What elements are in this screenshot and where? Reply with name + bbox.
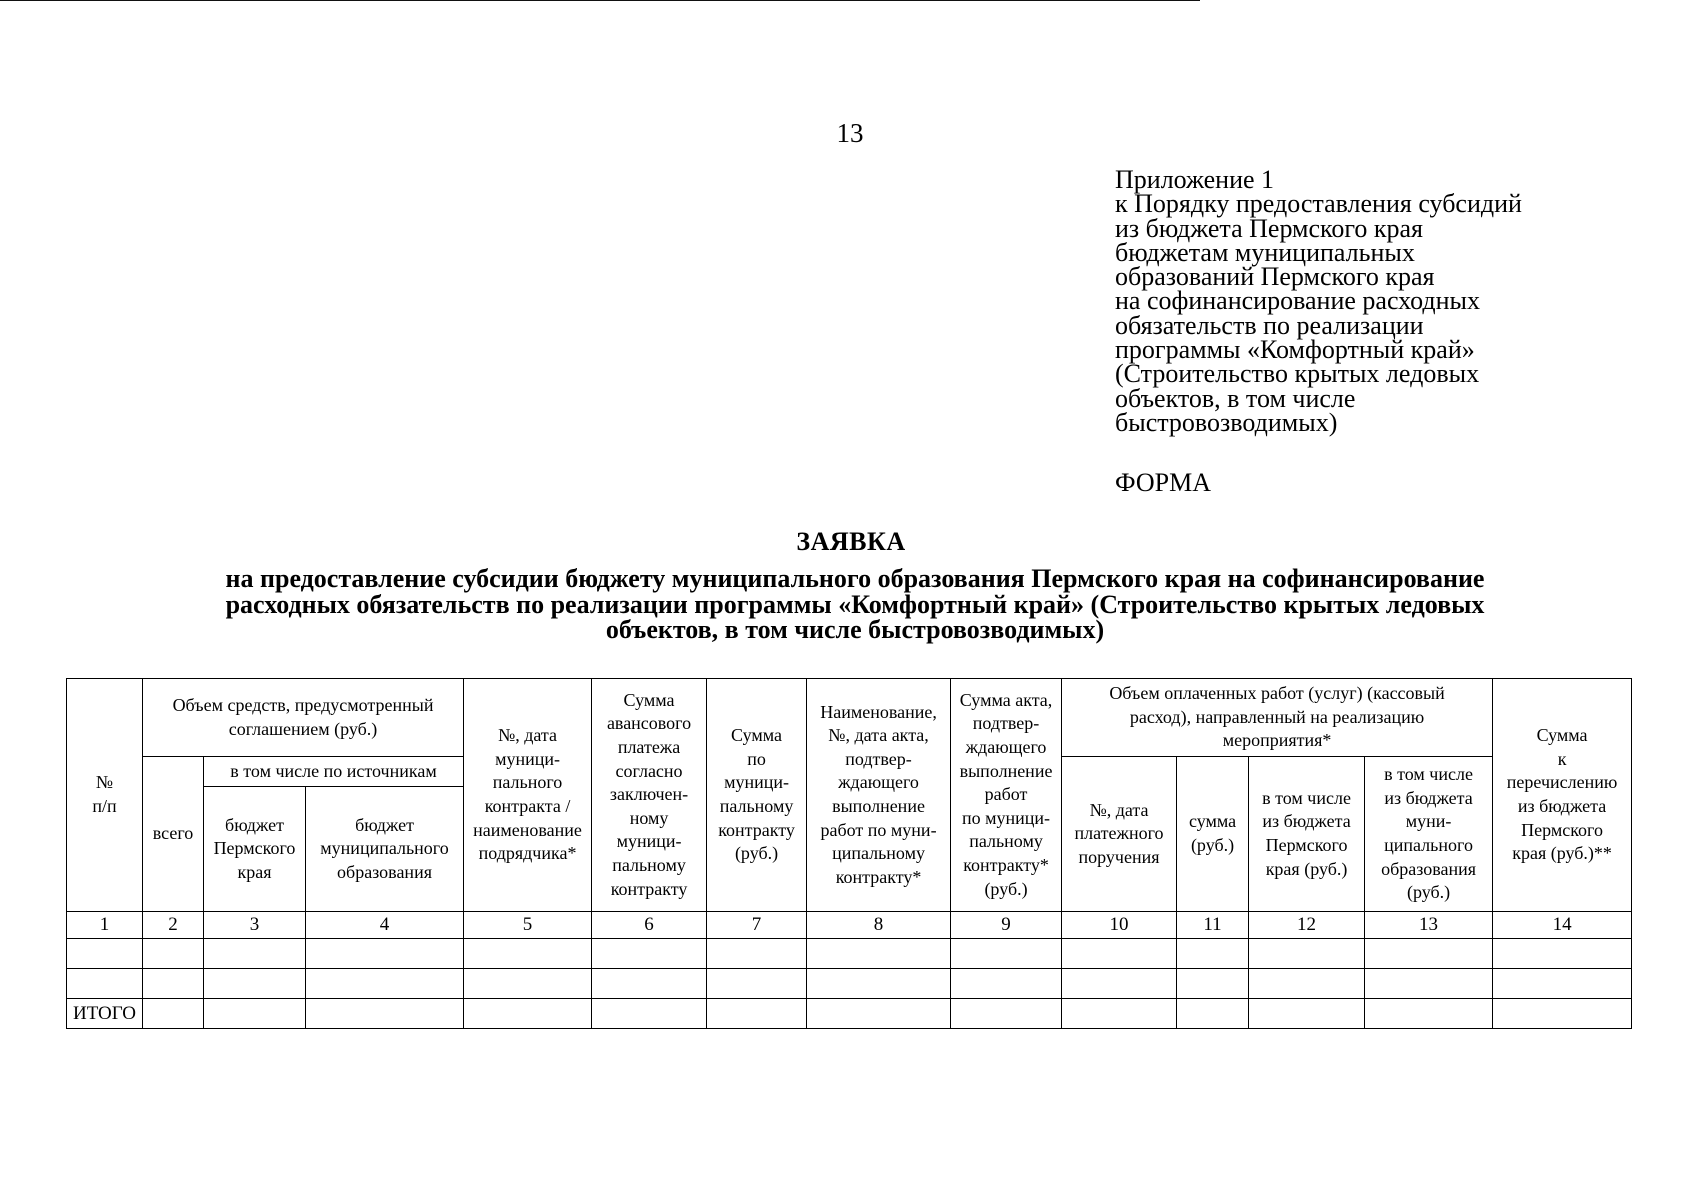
table-cell[interactable]: [204, 939, 306, 969]
table-cell[interactable]: [1365, 969, 1493, 999]
appendix-line: на софинансирование расходных: [1115, 286, 1481, 316]
table-cell[interactable]: [1177, 939, 1249, 969]
column-number: 4: [306, 912, 464, 939]
application-table: [66, 678, 1632, 1029]
total-cell[interactable]: [592, 999, 707, 1029]
header-contract-sum: Сумма по муници- пальному контракту (руб.): [707, 679, 807, 912]
column-number: 5: [464, 912, 592, 939]
table-cell[interactable]: [464, 969, 592, 999]
column-number: 6: [592, 912, 707, 939]
appendix-line: к Порядку предоставления субсидий: [1115, 189, 1522, 219]
total-cell[interactable]: [204, 999, 306, 1029]
header-transfer-sum: Сумма к перечислению из бюджета Пермского края (руб.)**: [1493, 679, 1632, 912]
header-regional-budget: бюджет Пермского края: [204, 787, 306, 912]
table-cell[interactable]: [1062, 969, 1177, 999]
appendix-line: программы «Комфортный край»: [1115, 335, 1475, 365]
appendix-line: образований Пермского края: [1115, 262, 1435, 292]
appendix-line: (Строительство крытых ледовых: [1115, 359, 1480, 389]
table-cell[interactable]: [1177, 969, 1249, 999]
page-number: 13: [836, 118, 864, 148]
table-row: [67, 969, 1632, 999]
document-title: ЗАЯВКА: [796, 527, 906, 556]
document-subtitle: [130, 566, 1580, 643]
table-cell[interactable]: [1249, 969, 1365, 999]
header-total: всего: [143, 757, 204, 912]
form-label: ФОРМА: [1115, 468, 1211, 497]
total-cell[interactable]: [807, 999, 951, 1029]
column-number: 9: [951, 912, 1062, 939]
table-cell[interactable]: [464, 939, 592, 969]
total-cell[interactable]: [1493, 999, 1632, 1029]
subtitle-line: на предоставление субсидии бюджету муниципального образования Пермского края на софинансирование: [225, 564, 1485, 593]
column-number-row: [67, 912, 1632, 939]
appendix-line: бюджетам муниципальных: [1115, 237, 1415, 267]
table-cell[interactable]: [951, 939, 1062, 969]
total-cell[interactable]: [143, 999, 204, 1029]
table-cell[interactable]: [306, 939, 464, 969]
column-number: 14: [1493, 912, 1632, 939]
total-row: [67, 999, 1632, 1029]
appendix-line: Приложение 1: [1115, 165, 1275, 194]
table-cell[interactable]: [592, 939, 707, 969]
appendix-line: быстровозводимых): [1115, 407, 1338, 437]
table-cell[interactable]: [143, 939, 204, 969]
table-cell[interactable]: [592, 969, 707, 999]
header-payment-order: №, дата платежного поручения: [1062, 757, 1177, 912]
appendix-line: обязательств по реализации: [1115, 310, 1424, 340]
table-cell[interactable]: [1493, 969, 1632, 999]
header-including-sources: в том числе по источникам: [204, 757, 464, 787]
appendix-line: объектов, в том числе: [1115, 383, 1356, 413]
column-number: 13: [1365, 912, 1493, 939]
table-cell[interactable]: [707, 939, 807, 969]
column-number: 2: [143, 912, 204, 939]
header-advance-payment: Сумма авансового платежа согласно заключен- ному муници- пальному контракту: [592, 679, 707, 912]
header-paid-volume: Объем оплаченных работ (услуг) (кассовый расход), направленный на реализацию мероприятия*: [1062, 679, 1493, 757]
column-number: 11: [1177, 912, 1249, 939]
scan-top-edge: [0, 0, 1200, 1]
total-cell[interactable]: [707, 999, 807, 1029]
column-number: 7: [707, 912, 807, 939]
table-cell[interactable]: [204, 969, 306, 999]
table-cell[interactable]: [951, 969, 1062, 999]
appendix-block: [1115, 165, 1635, 437]
total-cell[interactable]: [1249, 999, 1365, 1029]
table-cell[interactable]: [707, 969, 807, 999]
table-cell[interactable]: [1493, 939, 1632, 969]
header-act-sum: Сумма акта, подтвер- ждающего выполнение работ по муници- пальному контракту* (руб.): [951, 679, 1062, 912]
total-cell[interactable]: [951, 999, 1062, 1029]
total-label: ИТОГО: [67, 999, 143, 1029]
header-municipal-budget: бюджет муниципального образования: [306, 787, 464, 912]
total-cell[interactable]: [1365, 999, 1493, 1029]
table-cell[interactable]: [807, 969, 951, 999]
table-cell[interactable]: [306, 969, 464, 999]
table-cell[interactable]: [67, 969, 143, 999]
header-number: № п/п: [67, 679, 143, 912]
subtitle-line: расходных обязательств по реализации программы «Комфортный край» (Строительство крытых ледовых: [225, 589, 1485, 619]
table-cell[interactable]: [67, 939, 143, 969]
table-cell[interactable]: [143, 969, 204, 999]
column-number: 8: [807, 912, 951, 939]
column-number: 12: [1249, 912, 1365, 939]
table-cell[interactable]: [807, 939, 951, 969]
header-agreement-volume: Объем средств, предусмотренный соглашением (руб.): [143, 679, 464, 757]
table-cell[interactable]: [1249, 939, 1365, 969]
header-contract-number-date: №, дата муници- пального контракта / наименование подрядчика*: [464, 679, 592, 912]
total-cell[interactable]: [306, 999, 464, 1029]
table-cell[interactable]: [1062, 939, 1177, 969]
total-cell[interactable]: [464, 999, 592, 1029]
table-cell[interactable]: [1365, 939, 1493, 969]
column-number: 3: [204, 912, 306, 939]
table-row: [67, 939, 1632, 969]
header-act-name: Наименование, №, дата акта, подтвер- ждающего выполнение работ по муни- ципальному контракту*: [807, 679, 951, 912]
header-paid-regional: в том числе из бюджета Пермского края (руб.): [1249, 757, 1365, 912]
column-number: 1: [67, 912, 143, 939]
header-paid-sum: сумма (руб.): [1177, 757, 1249, 912]
subtitle-line: объектов, в том числе быстровозводимых): [605, 615, 1105, 644]
total-cell[interactable]: [1062, 999, 1177, 1029]
header-paid-municipal: в том числе из бюджета муни- ципального образования (руб.): [1365, 757, 1493, 912]
column-number: 10: [1062, 912, 1177, 939]
total-cell[interactable]: [1177, 999, 1249, 1029]
appendix-line: из бюджета Пермского края: [1115, 213, 1424, 243]
